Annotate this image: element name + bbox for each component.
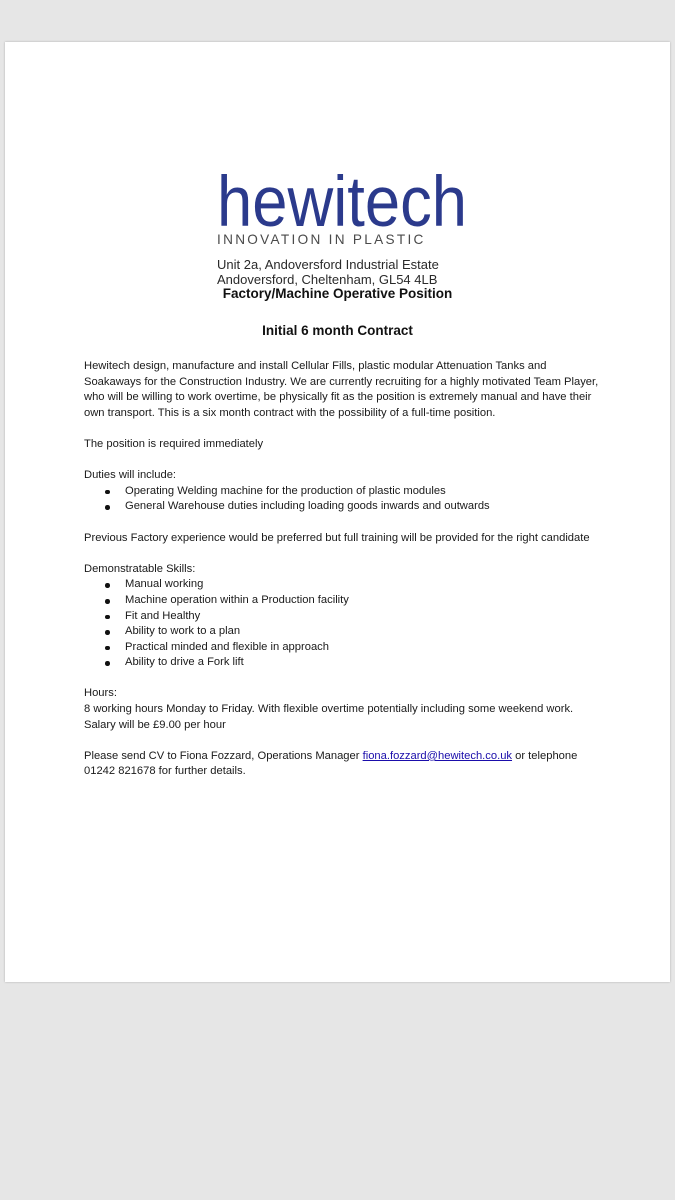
skill-item: Fit and Healthy: [84, 609, 604, 625]
address-line-1: Unit 2a, Andoversford Industrial Estate: [217, 257, 439, 272]
immediate-note: The position is required immediately: [84, 437, 264, 450]
skill-item: Practical minded and flexible in approach: [84, 640, 604, 656]
duties-heading: Duties will include:: [84, 469, 177, 482]
address-line-2: Andoversford, Cheltenham, GL54 4LB: [217, 272, 438, 287]
bullet-icon: [105, 490, 110, 495]
contact-paragraph: Please send CV to Fiona Fozzard, Operations Manager fiona.fozzard@hewitech.co.uk or telephone 01242 821678 for further details.: [84, 749, 578, 778]
salary-text: Salary will be £9.00 per hour: [84, 718, 226, 731]
bullet-icon: [105, 599, 110, 604]
intro-paragraph: Hewitech design, manufacture and install Cellular Fills, plastic modular Attenuation Tanks and Soakaways for the Construction Industry. We are currently recruiting for a highly motivated Team Player, who will be willing to work overtime, be physically fit as the position is extremely manual and have their own transport. This is a six month contract with the possibility of a full-time position.: [84, 360, 599, 419]
duty-item: General Warehouse duties including loading goods inwards and outwards: [84, 499, 604, 515]
document-page: [5, 42, 670, 982]
hours-heading: Hours:: [84, 687, 117, 700]
skill-item: Ability to drive a Fork lift: [84, 655, 604, 671]
duties-list: [84, 484, 604, 515]
logo-wordmark: hewitech: [217, 170, 467, 236]
job-title: Factory/Machine Operative Position: [222, 286, 453, 301]
bullet-icon: [105, 630, 110, 635]
skill-item: Manual working: [84, 577, 604, 593]
bullet-icon: [105, 646, 110, 651]
bullet-icon: [105, 583, 110, 588]
bullet-icon: [105, 661, 110, 666]
contact-email-link[interactable]: fiona.fozzard@hewitech.co.uk: [362, 749, 513, 762]
logo-tagline: INNOVATION IN PLASTIC: [217, 232, 426, 247]
job-body: [84, 359, 604, 780]
skill-item: Ability to work to a plan: [84, 624, 604, 640]
hours-text: 8 working hours Monday to Friday. With flexible overtime potentially including some weekend work.: [84, 703, 574, 716]
company-address: [217, 257, 477, 287]
skills-heading: Demonstratable Skills:: [84, 562, 196, 575]
duty-item: Operating Welding machine for the production of plastic modules: [84, 484, 604, 500]
bullet-icon: [105, 505, 110, 510]
skill-item: Machine operation within a Production facility: [84, 593, 604, 609]
contract-subtitle: Initial 6 month Contract: [262, 323, 413, 338]
skills-list: [84, 577, 604, 671]
bullet-icon: [105, 615, 110, 620]
experience-paragraph: Previous Factory experience would be preferred but full training will be provided for the right candidate: [84, 531, 590, 544]
hewitech-logo: [217, 170, 467, 236]
